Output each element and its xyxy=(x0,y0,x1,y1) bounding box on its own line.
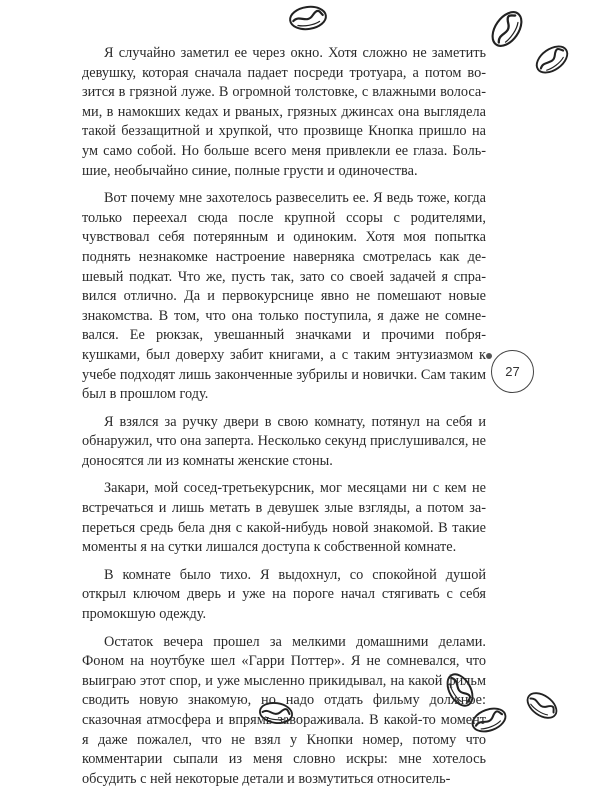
page-number-dot xyxy=(486,353,492,359)
book-page-text xyxy=(82,44,486,797)
paragraph: В комнате было тихо. Я выдохнул, со спокойной душой открыл ключом дверь и уже на пороге начал стягивать с себя промокшую одежду. xyxy=(82,566,486,623)
coffee-bean-icon xyxy=(520,684,565,727)
page-number: 27 xyxy=(491,350,534,393)
paragraph: Закари, мой сосед-третьекурсник, мог месяцами ни с кем не встречаться и лишь метать в девушек злые взгляды, а потом запереться средь бела дня с какой-нибудь новой знакомой. В такие моменты я на сутки лишался доступа к собственной комнате. xyxy=(82,480,486,556)
coffee-bean-icon xyxy=(286,1,330,34)
paragraph: Остаток вечера прошел за мелкими домашними делами. Фоном на ноутбуке шел «Гарри Поттер». Я не сомневался, что выиграю этот спор, и уже мысленно прикидывал, на какой фильм сводить новую знакомую, но надо отдать фильму должное: сказочная атмосфера и впрямь завораживала. В какой-то момент я даже пожалел, что не взял у Кнопки номер, потому что комментарии сыпали из меня словно искры: мне хотелось обсудить с ней некоторые детали и возмутиться относитель- xyxy=(82,633,486,787)
paragraph: Вот почему мне захотелось развеселить ее. Я ведь тоже, когда только переехал сюда после крупной ссоры с родителями, чувствовал себя потерянным и одиноким. Хотя моя попытка поднять незнакомке настроение наверняка смотрелась как дешевый подкат. Что же, пусть так, зато со своей задачей я справился отлично. Да и первокурснице явно не помешают новые знакомства. В том, что она только поступила, я даже не сомневался. Ее рюкзак, увешанный значками и прочими побрякушками, был доверху забит книгами, а с таким энтузиазмом к учебе подходят лишь законченные зубрилы и новички. Сам таким был в прошлом году. xyxy=(82,190,486,403)
coffee-bean-icon xyxy=(529,38,576,82)
paragraph: Я случайно заметил ее через окно. Хотя сложно не заметить девушку, которая сначала падает посреди тротуара, а потом возится в грязной луже. В огромной толстовке, с влажными волосами, в намокших кедах и рваных, грязных джинсах она выглядела такой беззащитной и хрупкой, что прозвище Кнопка пришло на ум само собой. Но больше всего меня привлекли ее глаза. Большие, необычайно синие, полные грусти и одиночества. xyxy=(82,45,486,179)
coffee-bean-icon xyxy=(483,3,532,55)
paragraph: Я взялся за ручку двери в свою комнату, потянул на себя и обнаружил, что она заперта. Несколько секунд прислушивался, не доносятся ли из комнаты женские стоны. xyxy=(82,413,486,469)
